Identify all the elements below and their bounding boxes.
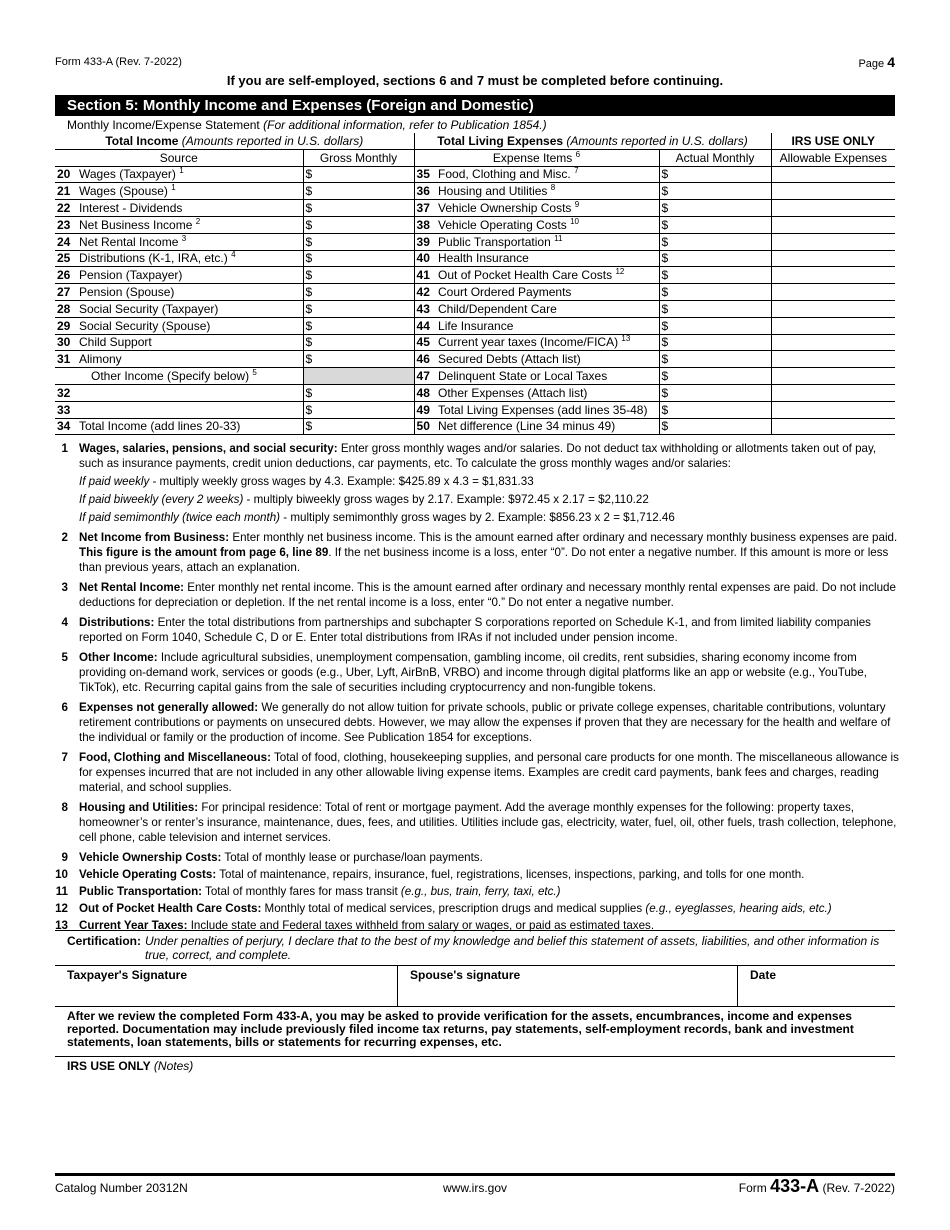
- income-source-label: Other Income (Specify below) $^5$: [55, 368, 303, 385]
- allowable-expense-cell[interactable]: [771, 267, 895, 284]
- expense-item-label: Court Ordered Payments: [436, 284, 659, 301]
- table-row: [55, 250, 895, 267]
- allowable-expense-cell[interactable]: [771, 418, 895, 435]
- allowable-expense-cell[interactable]: [771, 351, 895, 368]
- table-row: [55, 300, 895, 317]
- allowable-expense-cell[interactable]: [771, 250, 895, 267]
- expense-item-label: Net difference (Line 34 minus 49): [436, 418, 659, 435]
- table-row: [55, 183, 895, 200]
- actual-monthly-cell[interactable]: $: [659, 233, 771, 250]
- allowable-expense-cell[interactable]: [771, 284, 895, 301]
- allowable-expense-cell[interactable]: [771, 233, 895, 250]
- table-row: [55, 267, 895, 284]
- expense-line-number: 50: [414, 418, 436, 435]
- website: www.irs.gov: [442, 1181, 507, 1195]
- expense-item-label: Life Insurance: [436, 317, 659, 334]
- footnote-example: If paid biweekly (every 2 weeks) - multiply biweekly gross wages by 2.17. Example: $972.45 x 2.17 = $2,110.22: [79, 493, 649, 506]
- expense-line-number: 46: [414, 351, 436, 368]
- actual-monthly-cell[interactable]: $: [659, 401, 771, 418]
- income-line-number: 27: [55, 284, 77, 301]
- income-line-number: 30: [55, 334, 77, 351]
- section-title: Section 5: Monthly Income and Expenses (Foreign and Domestic): [55, 95, 895, 116]
- income-source-label: [77, 401, 303, 418]
- footnote: 3 Net Rental Income: Enter monthly net rental income. This is the amount earned after ordinary and necessary monthly rental expenses are paid. Do not include deductions for depreciation or depletion. If the net rental income is a loss, enter “0.” Do not enter a negative number.: [61, 581, 896, 609]
- review-notice: After we review the completed Form 433-A, you may be asked to provide verification for the assets, encumbrances, income and expenses reported. Documentation may include previously filed income tax returns, pay statements, self-employment records, bank and investment statements, loan statements, bills or statements for recurring expenses, etc.: [67, 1009, 854, 1049]
- table-row: [55, 368, 895, 385]
- self-employed-instruction: If you are self-employed, sections 6 and 7 must be completed before continuing.: [226, 73, 724, 88]
- allowable-expense-cell[interactable]: [771, 166, 895, 183]
- gross-monthly-cell[interactable]: $: [303, 300, 414, 317]
- income-source-label: Distributions (K-1, IRA, etc.) $^4$: [77, 250, 303, 267]
- expense-item-label: Child/Dependent Care: [436, 300, 659, 317]
- gross-monthly-cell[interactable]: $: [303, 233, 414, 250]
- irs-use-only-notes: IRS USE ONLY (Notes): [55, 1056, 895, 1075]
- income-line-number: 21: [55, 183, 77, 200]
- allowable-expense-cell[interactable]: [771, 317, 895, 334]
- footnote-example: If paid weekly - multiply weekly gross wages by 4.3. Example: $425.89 x 4.3 = $1,831.33: [79, 475, 534, 488]
- allowable-expense-cell[interactable]: [771, 384, 895, 401]
- income-source-label: Interest - Dividends: [77, 200, 303, 217]
- page-number: Page 4: [858, 54, 895, 70]
- expense-item-label: Current year taxes (Income/FICA) $^{13}$: [436, 334, 659, 351]
- statement-line: Monthly Income/Expense Statement (For additional information, refer to Publication 1854.): [67, 118, 547, 132]
- expense-line-number: 49: [414, 401, 436, 418]
- allowable-expense-cell[interactable]: [771, 401, 895, 418]
- taxpayer-signature-field[interactable]: Taxpayer's Signature: [67, 968, 188, 982]
- footnote: 5 Other Income: Include agricultural subsidies, unemployment compensation, gambling income, oil credits, rent subsidies, sharing economy income from providing on-demand work, services or goods (e.g., Uber, Lyft, AirBnB, VRBO) and income through digital platforms like an app or website (e.g., YouTube, TikTok), etc. Recurring capital gains from the sale of securities including cryptocurrency and non-fungible tokens.: [61, 651, 867, 694]
- actual-monthly-cell[interactable]: $: [659, 317, 771, 334]
- expense-item-label: Health Insurance: [436, 250, 659, 267]
- income-line-number: 28: [55, 300, 77, 317]
- gross-monthly-cell[interactable]: $: [303, 267, 414, 284]
- table-row: [55, 216, 895, 233]
- gross-monthly-cell[interactable]: $: [303, 200, 414, 217]
- expense-item-label: Food, Clothing and Misc. $^7$: [436, 166, 659, 183]
- table-row: [55, 351, 895, 368]
- footnote: 9 Vehicle Ownership Costs: Total of monthly lease or purchase/loan payments.: [61, 851, 483, 864]
- footnote: 7 Food, Clothing and Miscellaneous: Total of food, clothing, housekeeping supplies, and personal care products for one month. The miscellaneous allowance is for expenses incurred that are not included in any other allowable living expense items. Examples are credit card payments, bank fees and charges, reading material, and school supplies.: [61, 751, 899, 794]
- expense-line-number: 39: [414, 233, 436, 250]
- footnote: 8 Housing and Utilities: For principal residence: Total of rent or mortgage payment. Add the average monthly expenses for the following: property taxes, homeowner’s or renter’s insurance, maintenance, dues, fees, and utilities. Utilities include gas, electricity, water, fuel, oil, other fuels, trash collection, telephone, cell phone, cable television and internet services.: [61, 801, 897, 844]
- table-row: [55, 317, 895, 334]
- actual-monthly-cell[interactable]: $: [659, 384, 771, 401]
- table-header-row-1: Total Income (Amounts reported in U.S. dollars) Total Living Expenses (Amounts reported in U.S. dollars) IRS USE ONLY: [55, 133, 895, 149]
- actual-monthly-cell[interactable]: $: [659, 183, 771, 200]
- gross-monthly-cell[interactable]: $: [303, 334, 414, 351]
- actual-monthly-cell[interactable]: $: [659, 300, 771, 317]
- footnote: 11 Public Transportation: Total of monthly fares for mass transit (e.g., bus, train, ferry, taxi, etc.): [55, 885, 561, 898]
- expense-item-label: Housing and Utilities $^8$: [436, 183, 659, 200]
- footnote: 12 Out of Pocket Health Care Costs: Monthly total of medical services, prescription drugs and medical supplies (e.g., eyeglasses, hearing aids, etc.): [55, 902, 832, 915]
- gross-monthly-cell[interactable]: $: [303, 351, 414, 368]
- income-source-label: Net Business Income $^2$: [77, 216, 303, 233]
- expense-line-number: 38: [414, 216, 436, 233]
- income-line-number: 26: [55, 267, 77, 284]
- expense-line-number: 48: [414, 384, 436, 401]
- expense-item-label: Delinquent State or Local Taxes: [436, 368, 659, 385]
- table-row: [55, 418, 895, 435]
- allowable-expense-cell[interactable]: [771, 368, 895, 385]
- footnote: 13 Current Year Taxes: Include state and Federal taxes withheld from salary or wages, or paid as estimated taxes.: [55, 919, 655, 932]
- gross-monthly-cell[interactable]: $: [303, 401, 414, 418]
- actual-monthly-cell[interactable]: $: [659, 267, 771, 284]
- expense-item-label: Out of Pocket Health Care Costs $^{12}$: [436, 267, 659, 284]
- income-line-number: 33: [55, 401, 77, 418]
- table-row: [55, 334, 895, 351]
- income-source-label: Pension (Taxpayer): [77, 267, 303, 284]
- gross-monthly-cell[interactable]: $: [303, 418, 414, 435]
- income-source-label: Wages (Spouse) $^1$: [77, 183, 303, 200]
- income-source-label: Social Security (Spouse): [77, 317, 303, 334]
- table-row: [55, 384, 895, 401]
- footnote: 1 Wages, salaries, pensions, and social security: Enter gross monthly wages and/or salaries. Do not deduct tax withholding or allotments taken out of pay, such as insurance payments, credit union deductions, car payments, etc. To calculate the gross monthly wages and/or salaries: If paid weekly - multiply weekly gross wages by 4.3. Example: $425.89 x 4.3 = $1,831.33 If paid biweekly (every 2 weeks) - multiply biweekly gross wages by 2.17. Example: $972.45 x 2.17 = $2,110.22 If paid semimonthly (twice each month) - multiply semimonthly gross wages by 2. Example: $856.23 x 2 = $1,712.46: [55, 441, 900, 525]
- table-header-row-2: Source Gross Monthly Expense Items $^6$ Actual Monthly Allowable Expenses: [55, 149, 895, 166]
- income-source-label: Alimony: [77, 351, 303, 368]
- expense-line-number: 42: [414, 284, 436, 301]
- expense-line-number: 47: [414, 368, 436, 385]
- allowable-expense-cell[interactable]: [771, 200, 895, 217]
- income-line-number: 34: [55, 418, 77, 435]
- expense-item-label: Vehicle Ownership Costs $^9$: [436, 200, 659, 217]
- signature-row: [55, 965, 895, 1007]
- expense-line-number: 35: [414, 166, 436, 183]
- gross-monthly-cell: [303, 368, 414, 385]
- form-header-label: Form 433-A (Rev. 7-2022): [55, 56, 182, 68]
- income-source-label: Pension (Spouse): [77, 284, 303, 301]
- income-line-number: 25: [55, 250, 77, 267]
- expense-line-number: 36: [414, 183, 436, 200]
- actual-monthly-cell[interactable]: $: [659, 351, 771, 368]
- table-row: [55, 233, 895, 250]
- income-source-label: Total Income (add lines 20-33): [77, 418, 303, 435]
- expense-item-label: Vehicle Operating Costs $^{10}$: [436, 216, 659, 233]
- date-field[interactable]: Date: [737, 966, 895, 1006]
- footnotes: [55, 441, 900, 935]
- income-source-label: Social Security (Taxpayer): [77, 300, 303, 317]
- expense-line-number: 43: [414, 300, 436, 317]
- footnote: 10 Vehicle Operating Costs: Total of maintenance, repairs, insurance, fuel, registrations, licenses, inspections, parking, and tolls for one month.: [55, 868, 805, 881]
- allowable-expense-cell[interactable]: [771, 183, 895, 200]
- income-source-label: Net Rental Income $^3$: [77, 233, 303, 250]
- expense-item-label: Public Transportation $^{11}$: [436, 233, 659, 250]
- income-line-number: 22: [55, 200, 77, 217]
- gross-monthly-cell[interactable]: $: [303, 216, 414, 233]
- gross-monthly-cell[interactable]: $: [303, 250, 414, 267]
- footnote: 2 Net Income from Business: Enter monthly net business income. This is the amount earned after ordinary and necessary monthly business expenses are paid. This figure is the amount from page 6, line 89. If the net business income is a loss, enter “0”. Do not enter a negative number. If this amount is more or less than previous years, attach an explanation.: [61, 531, 898, 574]
- footnote-example: If paid semimonthly (twice each month) - multiply semimonthly gross wages by 2. Example: $856.23 x 2 = $1,712.46: [79, 511, 675, 524]
- expense-line-number: 37: [414, 200, 436, 217]
- expense-line-number: 41: [414, 267, 436, 284]
- income-source-label: [77, 384, 303, 401]
- table-row: [55, 401, 895, 418]
- actual-monthly-cell[interactable]: $: [659, 284, 771, 301]
- actual-monthly-cell[interactable]: $: [659, 334, 771, 351]
- actual-monthly-cell[interactable]: $: [659, 166, 771, 183]
- table-row: [55, 200, 895, 217]
- income-line-number: 31: [55, 351, 77, 368]
- income-line-number: 29: [55, 317, 77, 334]
- footnote: 4 Distributions: Enter the total distributions from partnerships and subchapter S corporations reported on Schedule K-1, and from limited liability companies reported on Form 1040, Schedule C, D or E. Enter total distributions from IRAs if not included under pension income.: [61, 616, 871, 644]
- income-line-number: 20: [55, 166, 77, 183]
- actual-monthly-cell[interactable]: $: [659, 200, 771, 217]
- income-expense-table: [55, 133, 895, 435]
- gross-monthly-cell[interactable]: $: [303, 384, 414, 401]
- expense-line-number: 40: [414, 250, 436, 267]
- actual-monthly-cell[interactable]: $: [659, 250, 771, 267]
- expense-item-label: Secured Debts (Attach list): [436, 351, 659, 368]
- gross-monthly-cell[interactable]: $: [303, 284, 414, 301]
- gross-monthly-cell[interactable]: $: [303, 166, 414, 183]
- footnote: 6 Expenses not generally allowed: We generally do not allow tuition for private schools, public or private college expenses, charitable contributions, voluntary retirement contributions or payments on unsecured debts. However, we may allow the expenses if proven that they are necessary for the health and welfare of the individual or family or the production of income. See Publication 1854 for exceptions.: [61, 701, 891, 744]
- catalog-number: Catalog Number 20312N: [55, 1181, 188, 1195]
- table-row: [55, 284, 895, 301]
- income-source-label: Child Support: [77, 334, 303, 351]
- gross-monthly-cell[interactable]: $: [303, 183, 414, 200]
- income-source-label: Wages (Taxpayer) $^1$: [77, 166, 303, 183]
- allowable-expense-cell[interactable]: [771, 334, 895, 351]
- allowable-expense-cell[interactable]: [771, 216, 895, 233]
- income-line-number: 24: [55, 233, 77, 250]
- table-row: [55, 166, 895, 183]
- expense-line-number: 44: [414, 317, 436, 334]
- expense-item-label: Other Expenses (Attach list): [436, 384, 659, 401]
- income-line-number: 23: [55, 216, 77, 233]
- income-line-number: 32: [55, 384, 77, 401]
- certification: Certification: Under penalties of perjury, I declare that to the best of my knowledge and belief this statement of assets, liabilities, and other information is true, correct, and complete.: [55, 930, 895, 962]
- gross-monthly-cell[interactable]: $: [303, 317, 414, 334]
- expense-line-number: 45: [414, 334, 436, 351]
- allowable-expense-cell[interactable]: [771, 300, 895, 317]
- expense-item-label: Total Living Expenses (add lines 35-48): [436, 401, 659, 418]
- actual-monthly-cell[interactable]: $: [659, 368, 771, 385]
- form-footer-label: Form 433-A (Rev. 7-2022): [738, 1176, 895, 1196]
- actual-monthly-cell[interactable]: $: [659, 216, 771, 233]
- spouse-signature-field[interactable]: Spouse's signature: [397, 966, 737, 1006]
- actual-monthly-cell[interactable]: $: [659, 418, 771, 435]
